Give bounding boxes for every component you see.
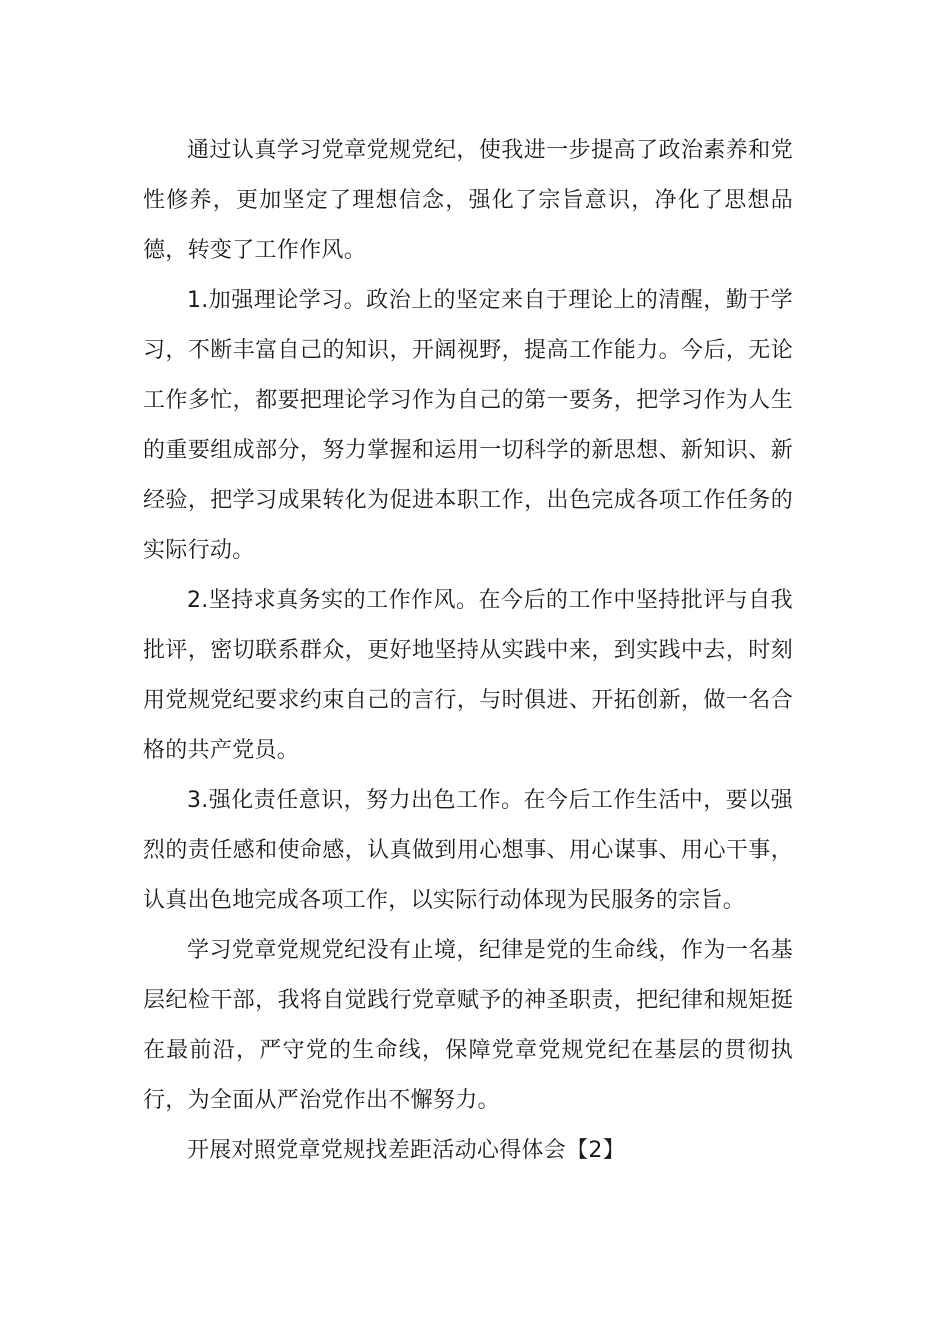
- document-body: [143, 126, 793, 1176]
- paragraph-conclusion: 学习党章党规党纪没有止境，纪律是党的生命线，作为一名基层纪检干部，我将自觉践行党章赋予的神圣职责，把纪律和规矩挺在最前沿，严守党的生命线，保障党章党规党纪在基层的贯彻执行，为全面从严治党作出不懈努力。: [143, 938, 793, 1113]
- paragraph-point-1: 1.加强理论学习。政治上的坚定来自于理论上的清醒，勤于学习，不断丰富自己的知识，开阔视野，提高工作能力。今后，无论工作多忙，都要把理论学习作为自己的第一要务，把学习作为人生的重要组成部分，努力掌握和运用一切科学的新思想、新知识、新经验，把学习成果转化为促进本职工作，出色完成各项工作任务的实际行动。: [143, 288, 793, 563]
- paragraph-intro: 通过认真学习党章党规党纪，使我进一步提高了政治素养和党性修养，更加坚定了理想信念，强化了宗旨意识，净化了思想品德，转变了工作作风。: [143, 138, 793, 263]
- paragraph-point-3: 3.强化责任意识，努力出色工作。在今后工作生活中，要以强烈的责任感和使命感，认真做到用心想事、用心谋事、用心干事，认真出色地完成各项工作，以实际行动体现为民服务的宗旨。: [143, 788, 793, 913]
- section-heading: 开展对照党章党规找差距活动心得体会【2】: [187, 1138, 625, 1163]
- paragraph-point-2: 2.坚持求真务实的工作作风。在今后的工作中坚持批评与自我批评，密切联系群众，更好地坚持从实践中来，到实践中去，时刻用党规党纪要求约束自己的言行，与时俱进、开拓创新，做一名合格的共产党员。: [143, 588, 793, 763]
